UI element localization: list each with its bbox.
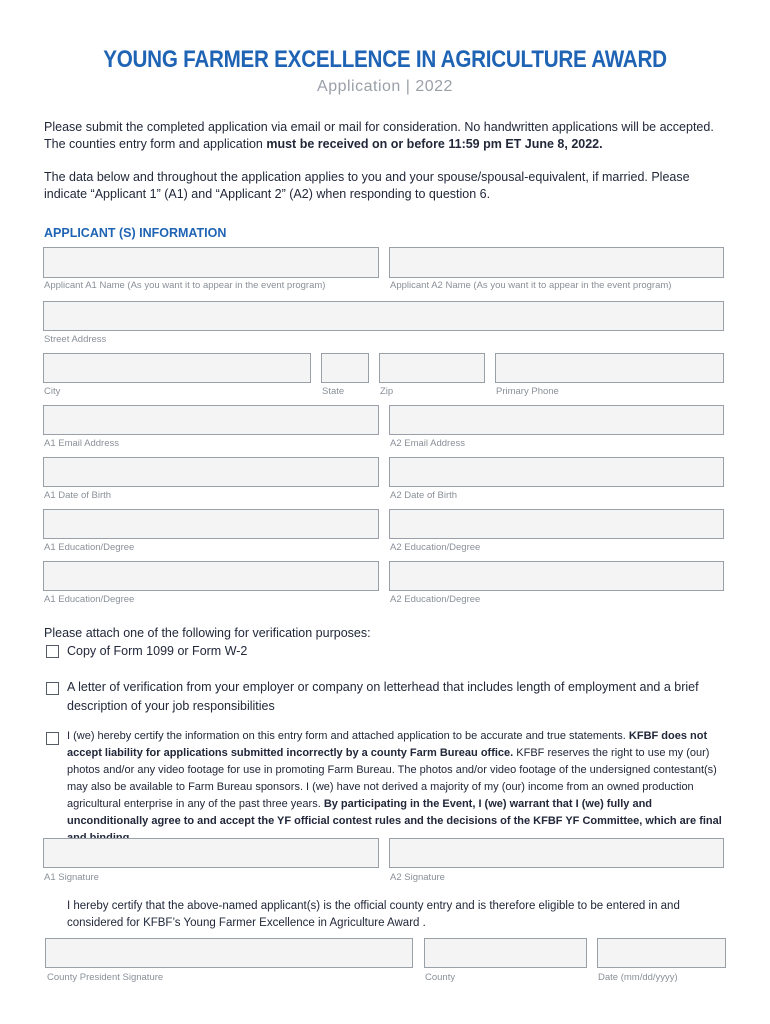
- a2-name-input[interactable]: [389, 247, 724, 278]
- form-1099-checkbox[interactable]: [46, 645, 59, 658]
- intro-paragraph-1: [44, 119, 734, 153]
- employer-letter-checkbox[interactable]: [46, 682, 59, 695]
- city-input[interactable]: [43, 353, 311, 383]
- a1-signature-label: A1 Signature: [44, 872, 99, 883]
- a2-email-label: A2 Email Address: [390, 438, 465, 449]
- intro-text: Please submit the completed application via email or mail for consideration. No handwritten applications will be accepted. The counties entry form and application: [44, 120, 714, 151]
- a2-education-input-1[interactable]: [389, 509, 724, 539]
- county-label: County: [425, 972, 456, 983]
- city-label: City: [44, 386, 61, 397]
- county-president-signature-input[interactable]: [45, 938, 413, 968]
- a1-education-label-1: A1 Education/Degree: [44, 542, 135, 553]
- a1-education-input-1[interactable]: [43, 509, 379, 539]
- certification-text-1: I (we) hereby certify the information on this entry form and attached application to be accurate and true statements.: [67, 730, 629, 742]
- a1-dob-label: A1 Date of Birth: [44, 490, 112, 501]
- primary-phone-input[interactable]: [495, 353, 724, 383]
- certification-bold-1: KFBF does not accept liability for applications submitted incorrectly by a county Farm Bureau office.: [67, 730, 708, 759]
- a1-name-input[interactable]: [43, 247, 379, 278]
- primary-phone-label: Primary Phone: [496, 386, 559, 397]
- section-heading: APPLICANT (S) INFORMATION: [44, 226, 227, 240]
- form-1099-label: Copy of Form 1099 or Form W-2: [67, 644, 248, 658]
- page-subtitle: Application | 2022: [317, 78, 453, 95]
- street-address-label: Street Address: [44, 334, 107, 345]
- date-label: Date (mm/dd/yyyy): [598, 972, 678, 983]
- intro-paragraph-2: The data below and throughout the application applies to you and your spouse/spousal-equivalent, if married. Please indicate “Applicant 1” (A1) and “Applicant 2” (A2) when responding to question 6.: [44, 170, 690, 201]
- a2-email-input[interactable]: [389, 405, 724, 435]
- a2-name-label: Applicant A2 Name (As you want it to appear in the event program): [390, 280, 672, 291]
- state-input[interactable]: [321, 353, 369, 383]
- a2-signature-input[interactable]: [389, 838, 724, 868]
- county-certification-text: I hereby certify that the above-named applicant(s) is the official county entry and is therefore eligible to be entered in and considered for KFBF’s Young Farmer Excellence in Agriculture Award .: [67, 900, 680, 929]
- county-president-signature-label: County President Signature: [47, 972, 164, 983]
- date-input[interactable]: [597, 938, 726, 968]
- certification-checkbox[interactable]: [46, 732, 59, 745]
- a2-education-label-1: A2 Education/Degree: [390, 542, 481, 553]
- a1-email-input[interactable]: [43, 405, 379, 435]
- a1-education-input-2[interactable]: [43, 561, 379, 591]
- county-input[interactable]: [424, 938, 587, 968]
- deadline-text: must be received on or before 11:59 pm ET June 8, 2022.: [266, 137, 603, 151]
- zip-label: Zip: [380, 386, 394, 397]
- verification-heading: Please attach one of the following for verification purposes:: [44, 626, 371, 640]
- a1-education-label-2: A1 Education/Degree: [44, 594, 135, 605]
- employer-letter-label: A letter of verification from your employer or company on letterhead that includes length of employment and a brief description of your job responsibilities: [67, 680, 699, 713]
- state-label: State: [322, 386, 345, 397]
- a1-email-label: A1 Email Address: [44, 438, 119, 449]
- certification-text-2: KFBF reserves the right to use my (our) photos and/or any video footage for use in promoting Farm Bureau. The photos and/or video footage of the undersigned contestant(s) may also be available to Farm Bureau sponsors. I (we) have not derived a majority of my (our) income from an owned production agricultural enterprise in any of the past three years.: [67, 747, 717, 810]
- a2-education-label-2: A2 Education/Degree: [390, 594, 481, 605]
- a1-name-label: Applicant A1 Name (As you want it to appear in the event program): [44, 280, 326, 291]
- zip-input[interactable]: [379, 353, 485, 383]
- a2-education-input-2[interactable]: [389, 561, 724, 591]
- street-address-input[interactable]: [43, 301, 724, 331]
- a2-signature-label: A2 Signature: [390, 872, 445, 883]
- certification-bold-2: By participating in the Event, I (we) warrant that I (we) fully and unconditionally agree to and accept the YF official contest rules and the decisions of the KFBF YF Committee, which are final: [67, 798, 722, 827]
- a1-signature-input[interactable]: [43, 838, 379, 868]
- a2-dob-label: A2 Date of Birth: [390, 490, 458, 501]
- a2-dob-input[interactable]: [389, 457, 724, 487]
- a1-dob-input[interactable]: [43, 457, 379, 487]
- page-title: YOUNG FARMER EXCELLENCE IN AGRICULTURE AWARD: [103, 46, 667, 73]
- certification-text: [67, 728, 729, 847]
